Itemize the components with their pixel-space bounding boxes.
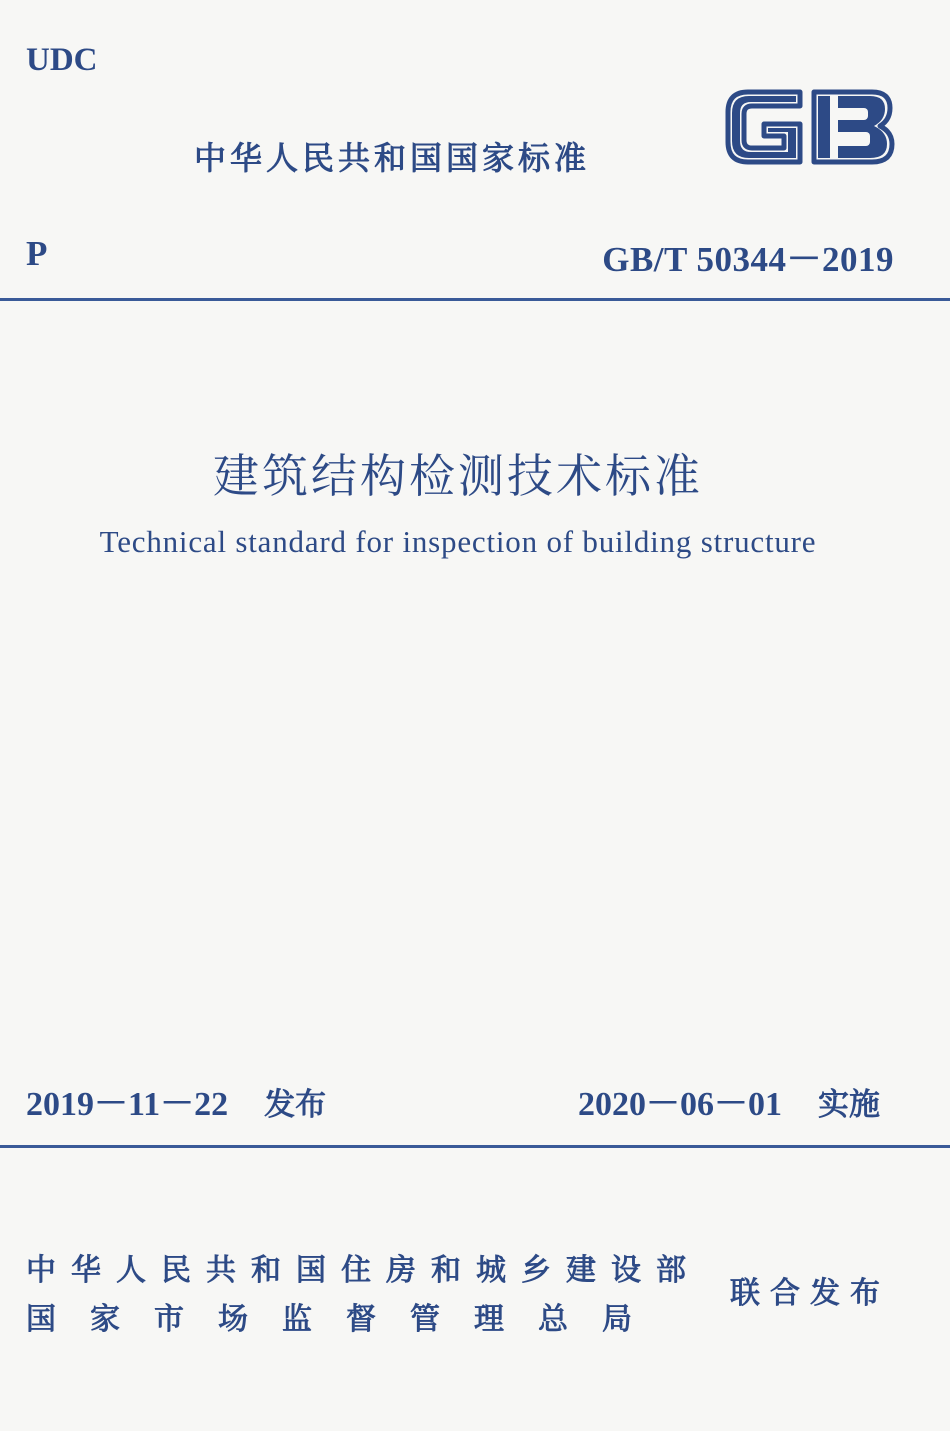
- issue-label: 发布: [264, 1087, 327, 1123]
- issue-date: 2019－11－22: [26, 1086, 229, 1123]
- gb-logo-icon: [722, 82, 896, 172]
- effective-label: 实施: [818, 1087, 880, 1123]
- issuer-administration: 国家市场监督管理总局: [26, 1302, 666, 1337]
- issuer-ministry: 中华人民共和国住房和城乡建设部: [26, 1253, 701, 1288]
- gb-logo: [722, 82, 896, 172]
- standard-number: GB/T 50344－2019: [602, 240, 894, 279]
- effective-date-block: [578, 1076, 880, 1125]
- bottom-divider: [0, 1145, 950, 1148]
- national-standard-heading: 中华人民共和国国家标准: [194, 139, 591, 177]
- udc-label: UDC: [26, 42, 98, 78]
- issue-date-block: [26, 1076, 326, 1125]
- effective-date: 2020－06－01: [578, 1086, 782, 1123]
- category-code: P: [26, 234, 48, 273]
- title-chinese: 建筑结构检测技术标准: [213, 449, 703, 503]
- joint-issue-label: 联合发布: [730, 1276, 890, 1311]
- title-english: Technical standard for inspection of building structure: [99, 524, 817, 559]
- top-divider: [0, 298, 950, 301]
